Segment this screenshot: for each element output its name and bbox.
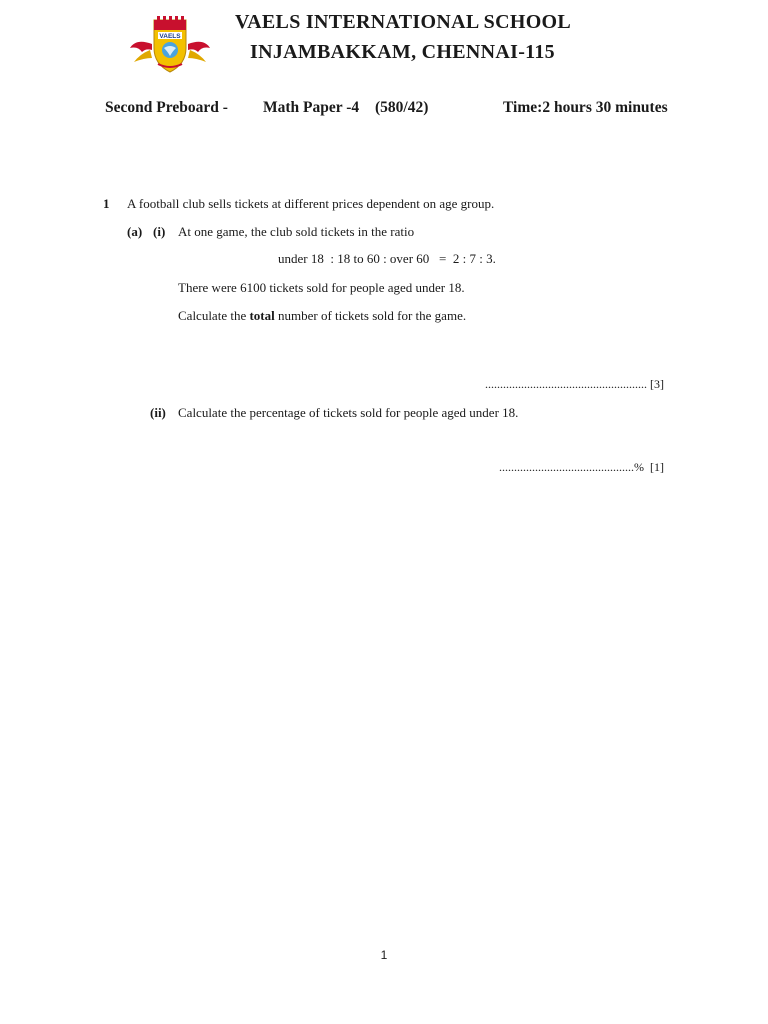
calc-instruction (178, 308, 466, 324)
exam-title: Second Preboard - (105, 99, 228, 116)
sub-i-intro: At one game, the club sold tickets in the ratio (178, 224, 415, 239)
tickets-info: There were 6100 tickets sold for people aged under 18. (178, 280, 465, 295)
exam-duration: Time:2 hours 30 minutes (503, 99, 668, 116)
sub-i-label: (i) (153, 224, 166, 239)
page-number: 1 (380, 948, 388, 962)
sub-ii-label: (ii) (150, 405, 166, 420)
school-logo (128, 14, 212, 76)
paper-code: (580/42) (375, 99, 429, 116)
school-address: INJAMBAKKAM, CHENNAI-115 (250, 41, 555, 63)
school-name: VAELS INTERNATIONAL SCHOOL (235, 11, 572, 33)
answer-line-1[interactable]: ...................................................... [3] (485, 377, 664, 391)
sub-ii-text: Calculate the percentage of tickets sold for people aged under 18. (178, 405, 519, 420)
logo-text: VAELS (159, 33, 181, 40)
calc-emphasis: total (249, 308, 275, 323)
question-stem: A football club sells tickets at different prices dependent on age group. (127, 196, 495, 211)
part-a-label: (a) (127, 224, 143, 239)
question-number: 1 (103, 196, 110, 211)
ratio-statement: under 18 : 18 to 60 : over 60 = 2 : 7 : 3. (278, 251, 496, 266)
calc-suffix: number of tickets sold for the game. (274, 308, 467, 323)
calc-prefix: Calculate the (178, 308, 250, 323)
answer-line-2[interactable]: .............................................% [1] (499, 460, 664, 474)
paper-title: Math Paper -4 (263, 99, 360, 116)
